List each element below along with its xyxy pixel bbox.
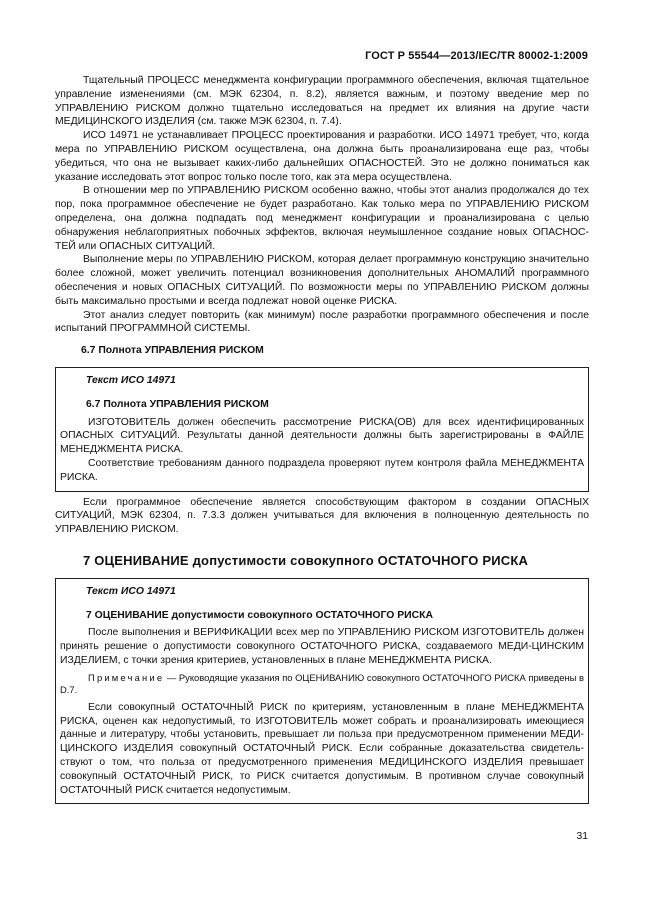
paragraph: Тщательный ПРОЦЕСС менеджмента конфигурации программного обеспечения, включая тщательное управление изменениями (см. МЭК 62304, п. 8.2), является важным, и поэтому введение мер по УПРАВЛЕНИЮ РИСКОМ должно тщательно исследоваться на предмет их влияния на другие части МЕДИЦИНСКОГО ИЗДЕЛИЯ (см. также МЭК 62304, п. 7.4). xyxy=(55,75,589,128)
paragraph: В отношении мер по УПРАВЛЕНИЮ РИСКОМ особенно важно, чтобы этот анализ продолжался до тех пор, пока программное обеспечение не будет разработано. Как только мера по УПРАВЛЕНИЮ РИСКОМ определена, она должна подпадать под менеджмент конфигурации и проанализирована с целью обнаружения неблагоприятных побочных эффектов, включая неумышленное создание новых ОПАСНОС-ТЕЙ или ОПАСНЫХ СИТУАЦИЙ. xyxy=(55,185,589,252)
paragraph: Этот анализ следует повторить (как минимум) после разработки программного обеспечения и после испытаний ПРОГРАММНОЙ СИСТЕМЫ. xyxy=(55,309,589,335)
note-label: Примечание xyxy=(88,671,165,683)
paragraph: ИСО 14971 не устанавливает ПРОЦЕСС проектирования и разработки. ИСО 14971 требует, что, когда мера по УПРАВЛЕНИЮ РИСКОМ осуществлена, она должна быть проанализирована еще раз, чтобы убедиться, что она не вызывает каких-либо дальнейших ОПАСНОСТЕЙ. Это не должно пониматься как указание исследовать этот вопрос только после того, как эта мера осуществлена. xyxy=(55,130,589,183)
note xyxy=(60,672,584,697)
quote-paragraph: После выполнения и ВЕРИФИКАЦИИ всех мер по УПРАВЛЕНИЮ РИСКОМ ИЗГОТОВИТЕЛЬ должен принять решение о допустимости совокупного ОСТАТОЧНОГО РИСКА, создаваемого МЕДИ-ЦИНСКИМ ИЗДЕЛИЕМ, с точки зрения критериев, установленных в плане МЕНЕДЖМЕНТА РИСКА. xyxy=(60,627,584,666)
quote-box-heading: 7 ОЦЕНИВАНИЕ допустимости совокупного ОСТАТОЧНОГО РИСКА xyxy=(86,609,433,621)
page-body xyxy=(55,74,589,804)
paragraph: Если программное обеспечение является способствующим фактором в создании ОПАСНЫХ СИТУАЦИЙ, МЭК 62304, п. 7.3.3 должен учитываться для включения в полноценную деятельность по УПРАВЛЕНИЮ РИСКОМ. xyxy=(55,496,589,536)
quote-box-iso-14971-6-7 xyxy=(55,367,589,492)
section-heading-6-7: 6.7 Полнота УПРАВЛЕНИЯ РИСКОМ xyxy=(81,345,264,357)
document-code-header: ГОСТ Р 55544—2013/IEC/TR 80002-1:2009 xyxy=(365,50,588,62)
note-text: — Руководящие указания по ОЦЕНИВАНИЮ совокупного ОСТАТОЧНОГО РИСКА приведены в D.7. xyxy=(60,671,584,696)
quote-box-title: Текст ИСО 14971 xyxy=(86,585,176,597)
quote-box-iso-14971-7 xyxy=(55,578,589,805)
quote-paragraph: Если совокупный ОСТАТОЧНЫЙ РИСК по критериям, установленным в плане МЕНЕДЖМЕНТА РИСКА, оценен как недопустимый, то ИЗГОТОВИТЕЛЬ может собрать и проанализировать имеющиеся данные и литературу, чтобы установить, превышает ли польза при предусмотренном применении МЕДИ-ЦИНСКОГО ИЗДЕЛИЯ совокупный ОСТАТОЧНЫЙ РИСК. Если собранные доказательства свидетель-ствуют о том, что польза от предусмотренного применения МЕДИЦИНСКОГО ИЗДЕЛИЯ превышает совокупный ОСТАТОЧНЫЙ РИСК, то РИСК считается допустимым. В противном случае совокупный ОСТАТОЧНЫЙ РИСК считается недопустимым. xyxy=(60,701,584,796)
quote-paragraph: Соответствие требованиям данного подраздела проверяют путем контроля файла МЕНЕДЖМЕНТА РИСКА. xyxy=(60,457,584,483)
paragraph: Выполнение меры по УПРАВЛЕНИЮ РИСКОМ, которая делает программную конструкцию значительно более сложной, может увеличить потенциал возникновения дополнительных АНОМАЛИЙ программного обеспечения и новых ОПАСНЫХ СИТУАЦИЙ. По возможности меры по УПРАВЛЕНИЮ РИСКОМ должны быть максимально простыми и всегда подлежат новой оценке РИСКА. xyxy=(55,254,589,307)
page-number: 31 xyxy=(576,831,588,842)
quote-paragraph: ИЗГОТОВИТЕЛЬ должен обеспечить рассмотрение РИСКА(ОВ) для всех идентифицированных ОПАСНЫХ СИТУАЦИЙ. Результаты данной деятельности должны быть зарегистрированы в ФАЙЛЕ МЕНЕДЖМЕНТА РИСКА. xyxy=(60,416,584,456)
quote-box-title: Текст ИСО 14971 xyxy=(86,374,176,386)
quote-box-heading: 6.7 Полнота УПРАВЛЕНИЯ РИСКОМ xyxy=(86,398,269,410)
section-heading-7: 7 ОЦЕНИВАНИЕ допустимости совокупного ОСТАТОЧНОГО РИСКА xyxy=(83,552,529,568)
